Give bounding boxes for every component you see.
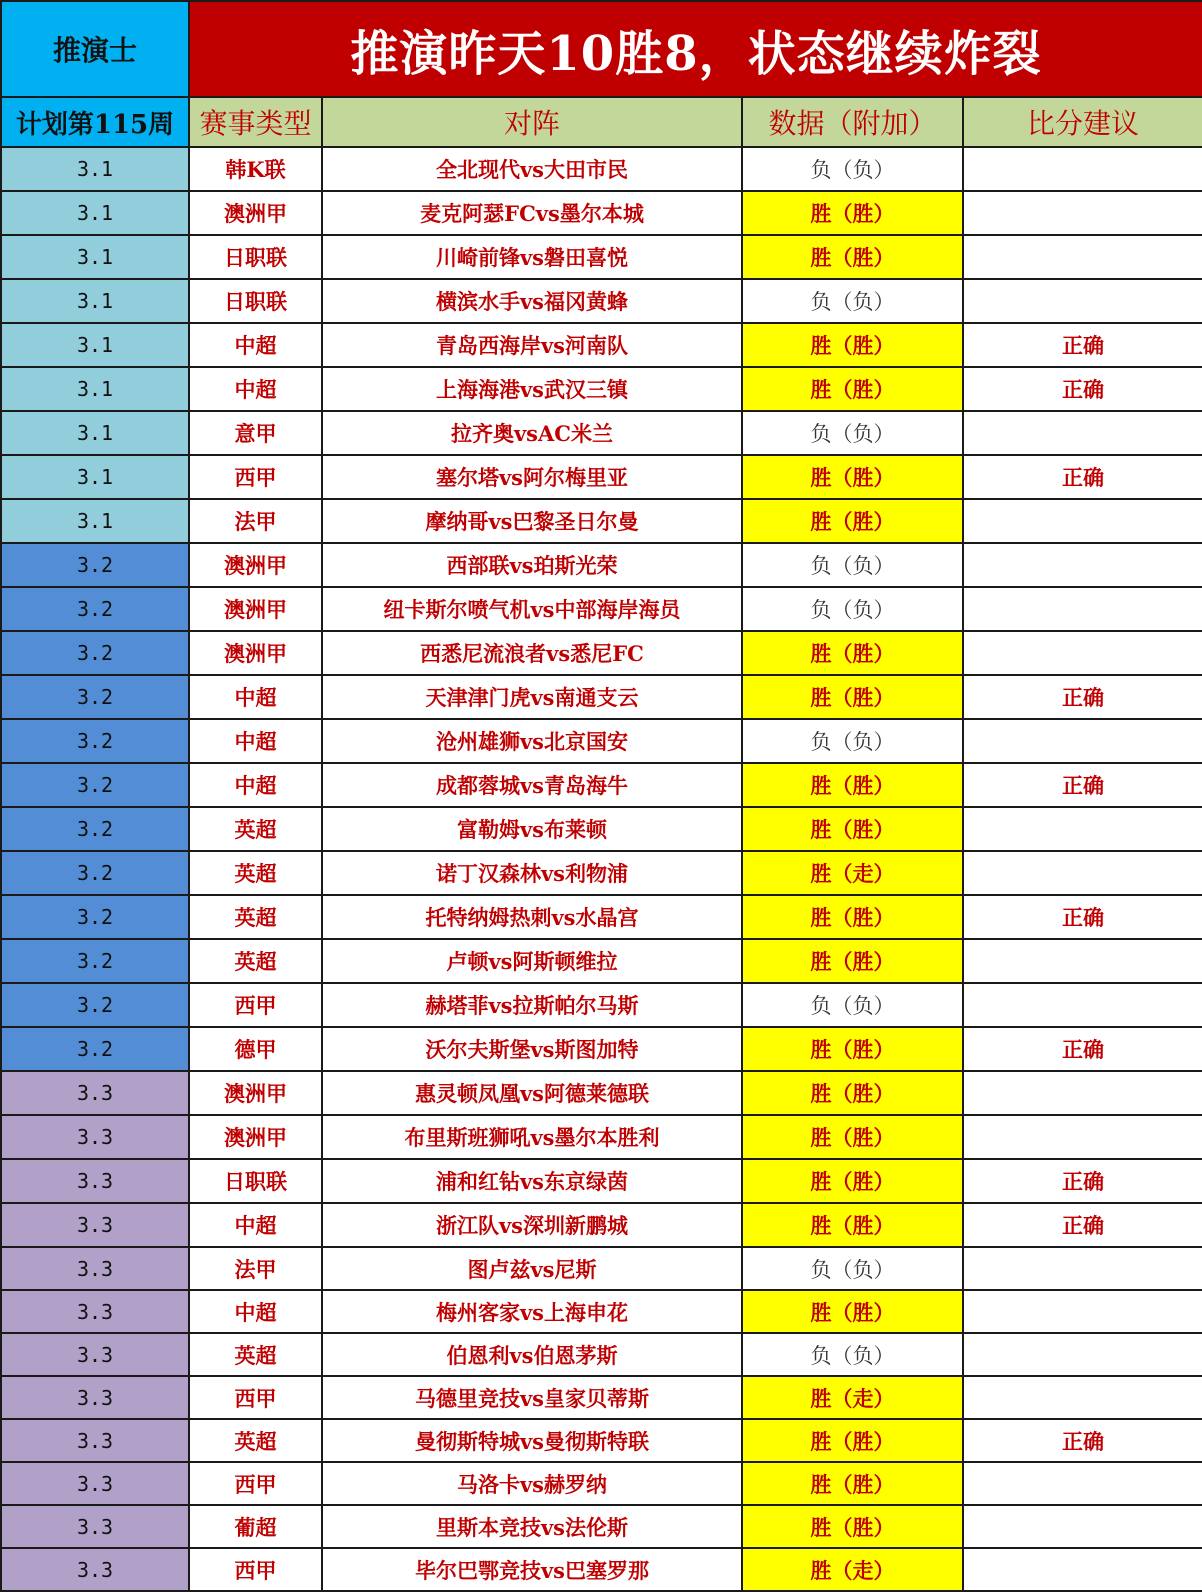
league-cell: 意甲 xyxy=(189,411,322,455)
table-row xyxy=(1,543,1202,587)
result-cell: 胜（胜） xyxy=(742,1027,963,1071)
league-cell: 西甲 xyxy=(189,1548,322,1591)
date-cell: 3.1 xyxy=(1,235,189,279)
match-cell: 浙江队vs深圳新鹏城 xyxy=(322,1203,742,1247)
match-cell: 马洛卡vs赫罗纳 xyxy=(322,1462,742,1505)
date-cell: 3.3 xyxy=(1,1247,189,1290)
date-cell: 3.2 xyxy=(1,983,189,1027)
date-cell: 3.3 xyxy=(1,1548,189,1591)
result-cell: 胜（走） xyxy=(742,1376,963,1419)
date-cell: 3.2 xyxy=(1,675,189,719)
league-cell: 中超 xyxy=(189,763,322,807)
league-cell: 日职联 xyxy=(189,235,322,279)
league-cell: 中超 xyxy=(189,1290,322,1333)
match-cell: 横滨水手vs福冈黄蜂 xyxy=(322,279,742,323)
advice-cell xyxy=(963,1333,1202,1376)
date-cell: 3.3 xyxy=(1,1071,189,1115)
table-row xyxy=(1,411,1202,455)
league-cell: 日职联 xyxy=(189,279,322,323)
table-row xyxy=(1,279,1202,323)
date-cell: 3.3 xyxy=(1,1376,189,1419)
match-cell: 纽卡斯尔喷气机vs中部海岸海员 xyxy=(322,587,742,631)
match-cell: 浦和红钻vs东京绿茵 xyxy=(322,1159,742,1203)
result-cell: 胜（胜） xyxy=(742,1462,963,1505)
advice-cell: 正确 xyxy=(963,367,1202,411)
result-cell: 胜（胜） xyxy=(742,235,963,279)
league-cell: 德甲 xyxy=(189,1027,322,1071)
result-cell: 胜（胜） xyxy=(742,191,963,235)
table-row xyxy=(1,587,1202,631)
table-row xyxy=(1,1247,1202,1290)
table-row xyxy=(1,1548,1202,1591)
table-row xyxy=(1,895,1202,939)
league-cell: 西甲 xyxy=(189,1376,322,1419)
match-cell: 布里斯班狮吼vs墨尔本胜利 xyxy=(322,1115,742,1159)
advice-cell: 正确 xyxy=(963,1027,1202,1071)
advice-cell xyxy=(963,1290,1202,1333)
league-cell: 法甲 xyxy=(189,1247,322,1290)
match-cell: 天津津门虎vs南通支云 xyxy=(322,675,742,719)
table-row xyxy=(1,675,1202,719)
date-cell: 3.3 xyxy=(1,1462,189,1505)
date-cell: 3.2 xyxy=(1,807,189,851)
league-cell: 英超 xyxy=(189,895,322,939)
table-row xyxy=(1,1027,1202,1071)
advice-cell xyxy=(963,807,1202,851)
result-cell: 胜（胜） xyxy=(742,1419,963,1462)
result-cell: 胜（走） xyxy=(742,851,963,895)
result-cell: 胜（胜） xyxy=(742,1071,963,1115)
result-cell: 负（负） xyxy=(742,147,963,191)
match-cell: 赫塔菲vs拉斯帕尔马斯 xyxy=(322,983,742,1027)
column-header-data: 数据（附加） xyxy=(742,97,963,147)
result-cell: 负（负） xyxy=(742,411,963,455)
advice-cell xyxy=(963,851,1202,895)
table-row xyxy=(1,1419,1202,1462)
advice-cell: 正确 xyxy=(963,1203,1202,1247)
advice-cell: 正确 xyxy=(963,1159,1202,1203)
result-cell: 胜（胜） xyxy=(742,367,963,411)
result-cell: 胜（胜） xyxy=(742,455,963,499)
match-cell: 沧州雄狮vs北京国安 xyxy=(322,719,742,763)
advice-cell: 正确 xyxy=(963,1419,1202,1462)
table-row xyxy=(1,1159,1202,1203)
league-cell: 中超 xyxy=(189,719,322,763)
table-row xyxy=(1,851,1202,895)
brand-label: 推演士 xyxy=(1,1,189,97)
table-row xyxy=(1,719,1202,763)
table-row xyxy=(1,983,1202,1027)
advice-cell: 正确 xyxy=(963,323,1202,367)
match-cell: 卢顿vs阿斯顿维拉 xyxy=(322,939,742,983)
table-row xyxy=(1,1071,1202,1115)
date-cell: 3.2 xyxy=(1,763,189,807)
date-cell: 3.3 xyxy=(1,1203,189,1247)
date-cell: 3.1 xyxy=(1,279,189,323)
advice-cell xyxy=(963,983,1202,1027)
advice-cell xyxy=(963,1115,1202,1159)
advice-cell xyxy=(963,279,1202,323)
date-cell: 3.1 xyxy=(1,323,189,367)
match-cell: 里斯本竞技vs法伦斯 xyxy=(322,1505,742,1548)
table-row xyxy=(1,1115,1202,1159)
league-cell: 中超 xyxy=(189,1203,322,1247)
advice-cell xyxy=(963,1505,1202,1548)
date-cell: 3.1 xyxy=(1,455,189,499)
match-cell: 梅州客家vs上海申花 xyxy=(322,1290,742,1333)
table-row xyxy=(1,1203,1202,1247)
match-cell: 青岛西海岸vs河南队 xyxy=(322,323,742,367)
advice-cell xyxy=(963,1071,1202,1115)
advice-cell: 正确 xyxy=(963,675,1202,719)
match-cell: 伯恩利vs伯恩茅斯 xyxy=(322,1333,742,1376)
advice-cell xyxy=(963,587,1202,631)
advice-cell xyxy=(963,1548,1202,1591)
advice-cell: 正确 xyxy=(963,763,1202,807)
result-cell: 负（负） xyxy=(742,719,963,763)
league-cell: 英超 xyxy=(189,807,322,851)
advice-cell xyxy=(963,1462,1202,1505)
date-cell: 3.3 xyxy=(1,1290,189,1333)
table-row xyxy=(1,367,1202,411)
table-row xyxy=(1,191,1202,235)
result-cell: 胜（胜） xyxy=(742,807,963,851)
league-cell: 中超 xyxy=(189,323,322,367)
column-header-match: 对阵 xyxy=(322,97,742,147)
league-cell: 葡超 xyxy=(189,1505,322,1548)
match-cell: 诺丁汉森林vs利物浦 xyxy=(322,851,742,895)
match-cell: 全北现代vs大田市民 xyxy=(322,147,742,191)
league-cell: 英超 xyxy=(189,939,322,983)
league-cell: 中超 xyxy=(189,367,322,411)
date-cell: 3.2 xyxy=(1,895,189,939)
table-row xyxy=(1,1462,1202,1505)
table-row xyxy=(1,807,1202,851)
result-cell: 胜（胜） xyxy=(742,499,963,543)
table-row xyxy=(1,1290,1202,1333)
advice-cell xyxy=(963,191,1202,235)
league-cell: 日职联 xyxy=(189,1159,322,1203)
result-cell: 胜（胜） xyxy=(742,1159,963,1203)
league-cell: 西甲 xyxy=(189,1462,322,1505)
table-row xyxy=(1,455,1202,499)
result-cell: 负（负） xyxy=(742,543,963,587)
date-cell: 3.2 xyxy=(1,631,189,675)
table-row xyxy=(1,631,1202,675)
league-cell: 澳洲甲 xyxy=(189,191,322,235)
table-row xyxy=(1,939,1202,983)
advice-cell xyxy=(963,543,1202,587)
date-cell: 3.2 xyxy=(1,851,189,895)
table-row xyxy=(1,323,1202,367)
match-cell: 成都蓉城vs青岛海牛 xyxy=(322,763,742,807)
match-cell: 摩纳哥vs巴黎圣日尔曼 xyxy=(322,499,742,543)
result-cell: 胜（走） xyxy=(742,1548,963,1591)
match-cell: 马德里竞技vs皇家贝蒂斯 xyxy=(322,1376,742,1419)
match-cell: 拉齐奥vsAC米兰 xyxy=(322,411,742,455)
advice-cell xyxy=(963,235,1202,279)
match-cell: 西部联vs珀斯光荣 xyxy=(322,543,742,587)
date-cell: 3.2 xyxy=(1,1027,189,1071)
league-cell: 英超 xyxy=(189,1419,322,1462)
column-header-advice: 比分建议 xyxy=(963,97,1202,147)
date-cell: 3.2 xyxy=(1,939,189,983)
week-label: 计划第115周 xyxy=(1,97,189,147)
match-cell: 图卢兹vs尼斯 xyxy=(322,1247,742,1290)
date-cell: 3.3 xyxy=(1,1419,189,1462)
match-cell: 西悉尼流浪者vs悉尼FC xyxy=(322,631,742,675)
advice-cell: 正确 xyxy=(963,895,1202,939)
result-cell: 负（负） xyxy=(742,279,963,323)
date-cell: 3.2 xyxy=(1,543,189,587)
table-row xyxy=(1,499,1202,543)
date-cell: 3.1 xyxy=(1,499,189,543)
result-cell: 负（负） xyxy=(742,1333,963,1376)
column-header-type: 赛事类型 xyxy=(189,97,322,147)
league-cell: 英超 xyxy=(189,851,322,895)
date-cell: 3.2 xyxy=(1,587,189,631)
result-cell: 负（负） xyxy=(742,983,963,1027)
result-cell: 胜（胜） xyxy=(742,939,963,983)
result-cell: 负（负） xyxy=(742,587,963,631)
match-cell: 毕尔巴鄂竞技vs巴塞罗那 xyxy=(322,1548,742,1591)
table-row xyxy=(1,1505,1202,1548)
league-cell: 韩K联 xyxy=(189,147,322,191)
date-cell: 3.1 xyxy=(1,147,189,191)
date-cell: 3.2 xyxy=(1,719,189,763)
advice-cell: 正确 xyxy=(963,455,1202,499)
match-cell: 麦克阿瑟FCvs墨尔本城 xyxy=(322,191,742,235)
match-cell: 曼彻斯特城vs曼彻斯特联 xyxy=(322,1419,742,1462)
advice-cell xyxy=(963,147,1202,191)
result-cell: 胜（胜） xyxy=(742,895,963,939)
match-cell: 富勒姆vs布莱顿 xyxy=(322,807,742,851)
advice-cell xyxy=(963,939,1202,983)
table-row xyxy=(1,235,1202,279)
league-cell: 澳洲甲 xyxy=(189,543,322,587)
result-cell: 胜（胜） xyxy=(742,675,963,719)
result-cell: 胜（胜） xyxy=(742,1290,963,1333)
league-cell: 澳洲甲 xyxy=(189,631,322,675)
league-cell: 西甲 xyxy=(189,455,322,499)
advice-cell xyxy=(963,499,1202,543)
result-cell: 胜（胜） xyxy=(742,1505,963,1548)
result-cell: 胜（胜） xyxy=(742,323,963,367)
league-cell: 英超 xyxy=(189,1333,322,1376)
banner-title: 推演昨天10胜8，状态继续炸裂 xyxy=(189,1,1202,97)
date-cell: 3.1 xyxy=(1,191,189,235)
date-cell: 3.3 xyxy=(1,1333,189,1376)
match-cell: 塞尔塔vs阿尔梅里亚 xyxy=(322,455,742,499)
result-cell: 胜（胜） xyxy=(742,763,963,807)
advice-cell xyxy=(963,411,1202,455)
league-cell: 中超 xyxy=(189,675,322,719)
result-cell: 胜（胜） xyxy=(742,1115,963,1159)
league-cell: 澳洲甲 xyxy=(189,1071,322,1115)
date-cell: 3.3 xyxy=(1,1159,189,1203)
advice-cell xyxy=(963,1376,1202,1419)
league-cell: 澳洲甲 xyxy=(189,587,322,631)
date-cell: 3.3 xyxy=(1,1505,189,1548)
match-cell: 托特纳姆热刺vs水晶宫 xyxy=(322,895,742,939)
table-row xyxy=(1,147,1202,191)
advice-cell xyxy=(963,631,1202,675)
table-row xyxy=(1,1376,1202,1419)
date-cell: 3.1 xyxy=(1,411,189,455)
league-cell: 法甲 xyxy=(189,499,322,543)
match-cell: 上海海港vs武汉三镇 xyxy=(322,367,742,411)
result-cell: 胜（胜） xyxy=(742,1203,963,1247)
league-cell: 西甲 xyxy=(189,983,322,1027)
result-cell: 负（负） xyxy=(742,1247,963,1290)
match-cell: 沃尔夫斯堡vs斯图加特 xyxy=(322,1027,742,1071)
result-cell: 胜（胜） xyxy=(742,631,963,675)
table-row xyxy=(1,763,1202,807)
advice-cell xyxy=(963,719,1202,763)
league-cell: 澳洲甲 xyxy=(189,1115,322,1159)
match-cell: 川崎前锋vs磐田喜悦 xyxy=(322,235,742,279)
match-cell: 惠灵顿凤凰vs阿德莱德联 xyxy=(322,1071,742,1115)
advice-cell xyxy=(963,1247,1202,1290)
table-row xyxy=(1,1333,1202,1376)
date-cell: 3.1 xyxy=(1,367,189,411)
date-cell: 3.3 xyxy=(1,1115,189,1159)
